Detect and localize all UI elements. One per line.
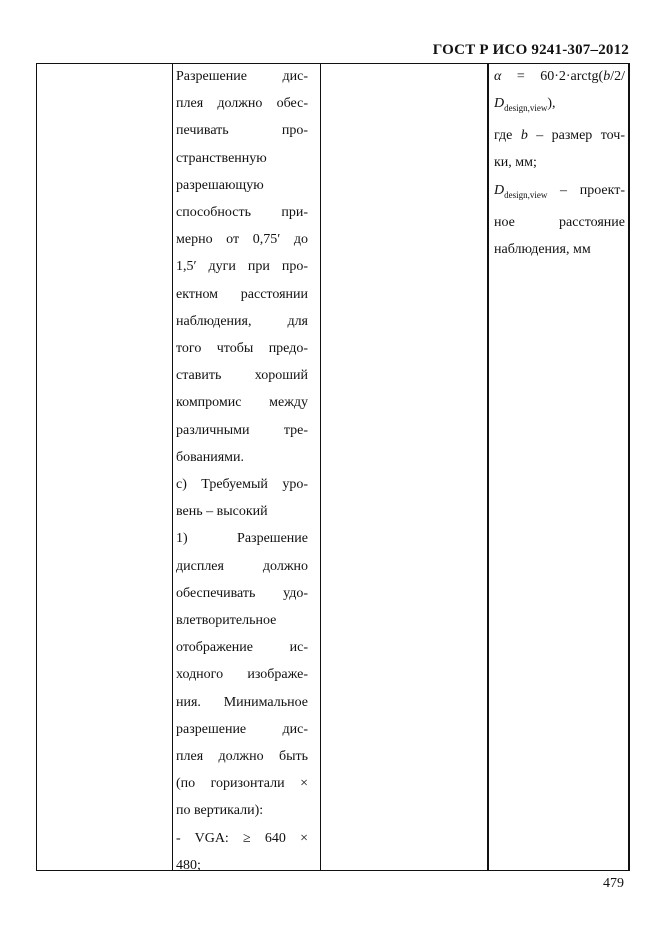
- alpha-symbol: α: [494, 69, 517, 84]
- formula-line-2: $D_{design,view}$),: [494, 96, 556, 113]
- requirement-text-line: 1) Разрешение: [176, 531, 308, 547]
- table-cell-formula: [494, 63, 625, 263]
- requirement-text-line: вень – высокий: [176, 504, 268, 520]
- requirement-text-line: того чтобы предо-: [176, 341, 308, 357]
- requirement-text-line: дисплея должно: [176, 558, 308, 574]
- document-table: [36, 63, 629, 871]
- requirement-text-line: (по горизонтали ×: [176, 776, 308, 792]
- distance-def-line-3: наблюдения, мм: [494, 241, 591, 257]
- requirement-text-line: плея должно быть: [176, 749, 308, 765]
- requirement-text-line: - VGA: ≥ 640 ×: [176, 830, 308, 846]
- requirement-text-line: ходного изображе-: [176, 667, 308, 683]
- where-line: где b – размер точ-: [494, 128, 625, 144]
- formula-divisor: /2/: [610, 69, 625, 84]
- formula-line: [494, 63, 625, 90]
- requirement-text-line: способность при-: [176, 205, 308, 221]
- requirement-text-line: компромис между: [176, 395, 308, 411]
- requirement-text-line: Разрешение дис-: [176, 69, 308, 84]
- unit-line: ки, мм;: [494, 155, 537, 171]
- requirement-text-line: различными тре-: [176, 422, 308, 438]
- table-border-left: [36, 63, 37, 871]
- requirement-text-line: ектном расстоянии: [176, 286, 308, 302]
- distance-def-line-2: ное расстояние: [494, 214, 625, 230]
- requirement-text-line: странственную: [176, 150, 267, 166]
- page-number: 479: [603, 876, 624, 891]
- requirement-text-line: обеспечивать удо-: [176, 585, 308, 601]
- requirement-text-line: 480;: [176, 857, 201, 873]
- formula-variable-b: b: [603, 69, 611, 84]
- table-cell-requirement: [176, 63, 308, 879]
- requirement-text-line: наблюдения, для: [176, 313, 308, 329]
- requirement-text-line: влетворительное: [176, 613, 277, 629]
- requirement-text-line: печивать про-: [176, 123, 308, 139]
- document-header: ГОСТ Р ИСО 9241-307–2012: [432, 42, 629, 58]
- requirement-text-line: 1,5′ дуги при про-: [176, 259, 308, 275]
- table-border-right: [628, 63, 630, 871]
- requirement-text-line: ния. Минимальное: [176, 694, 308, 710]
- requirement-text-line: плея должно обес-: [176, 96, 308, 112]
- table-border-col2: [320, 63, 321, 871]
- distance-def-line: $D_{design,view}$ – проект-: [494, 182, 625, 200]
- requirement-text-line: бованиями.: [176, 449, 245, 465]
- requirement-text-line: мерно от 0,75′ до: [176, 232, 308, 248]
- table-border-col3: [487, 63, 489, 871]
- requirement-text-line: разрешающую: [176, 177, 264, 193]
- table-border-col1: [172, 63, 173, 871]
- requirement-text-line: по вертикали):: [176, 803, 264, 819]
- formula-expression: = 60·2·arctg(: [516, 69, 604, 84]
- requirement-text-line: ставить хороший: [176, 368, 308, 384]
- table-border-bottom: [36, 870, 629, 871]
- requirement-text-line: отображение ис-: [176, 640, 308, 656]
- requirement-text-line: разрешение дис-: [176, 721, 308, 737]
- requirement-text-line: c) Требуемый уро-: [176, 477, 308, 493]
